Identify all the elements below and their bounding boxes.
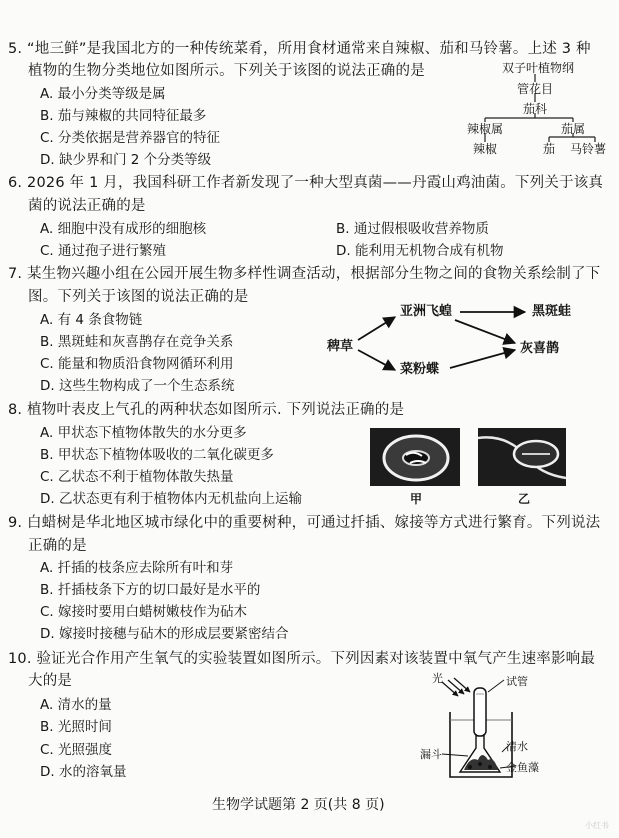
stoma-open-image [370, 428, 460, 486]
q7-stem-line2: 图。下列关于该图的说法正确的是 [28, 289, 249, 305]
q9-stem-line2: 正确的是 [28, 538, 87, 554]
label-class: 双子叶植物纲 [502, 61, 575, 75]
q6-option-a: A. 细胞中没有成形的细胞核 [40, 221, 207, 237]
node-magpie: 灰喜鹊 [520, 341, 560, 356]
q10-option-d: D. 水的溶氧量 [40, 764, 127, 780]
q10-option-c: C. 光照强度 [40, 742, 113, 758]
q9-option-c: C. 嫁接时要用白蜡树嫩枝作为砧木 [40, 604, 248, 620]
q5-stem-line2: 植物的生物分类地位如图所示。下列关于该图的说法正确的是 [28, 63, 425, 79]
q5-option-a: A. 最小分类等级是属 [40, 86, 166, 102]
label-test-tube: 试管 [506, 675, 528, 688]
q5-option-b: B. 茄与辣椒的共同特征最多 [40, 108, 207, 124]
q10-option-b: B. 光照时间 [40, 719, 112, 735]
q6-option-d: D. 能利用无机物合成有机物 [336, 243, 504, 259]
label-genus-solanum: 茄属 [561, 122, 586, 136]
label-yi: 乙 [518, 492, 531, 506]
watermark: 小红书 [585, 821, 609, 830]
node-cabbage-butterfly: 菜粉蝶 [400, 362, 440, 377]
q10-stem-line1: 10. 验证光合作用产生氧气的实验装置如图所示。下列因素对该装置中氧气产生速率影响最 [8, 651, 596, 667]
q7-option-b: B. 黑斑蛙和灰喜鹊存在竞争关系 [40, 334, 234, 350]
q5-option-d: D. 缺少界和门 2 个分类等级 [40, 152, 212, 168]
q8-stem: 8. 植物叶表皮上气孔的两种状态如图所示. 下列说法正确的是 [8, 402, 405, 418]
q10-stem-line2: 大的是 [28, 673, 73, 689]
q10-option-a: A. 清水的量 [40, 697, 112, 713]
q6-option-b: B. 通过假根吸收营养物质 [336, 221, 489, 237]
page-footer: 生物学试题第 2 页(共 8 页) [212, 797, 385, 813]
food-web-arrows [320, 300, 619, 385]
q6-stem-line1: 6. 2026 年 1 月，我国科研工作者新发现了一种大型真菌——丹霞山鸡油菌。下列关于该真 [8, 175, 604, 191]
node-locust: 亚洲飞蝗 [400, 304, 453, 319]
node-frog: 黑斑蛙 [532, 304, 572, 319]
node-barnyard-grass: 稗草 [327, 339, 354, 354]
label-family: 茄科 [523, 102, 548, 116]
label-jia: 甲 [410, 492, 423, 506]
label-genus-capsicum: 辣椒属 [467, 122, 504, 136]
q7-option-c: C. 能量和物质沿食物网循环利用 [40, 356, 234, 372]
q6-stem-line2: 菌的说法正确的是 [28, 198, 146, 214]
label-species-potato: 马铃薯 [570, 142, 607, 156]
label-funnel: 漏斗 [420, 748, 442, 761]
label-order: 管花目 [517, 82, 554, 96]
q8-option-d: D. 乙状态更有利于植物体内无机盐向上运输 [40, 491, 302, 507]
q9-option-d: D. 嫁接时接穗与砧木的形成层要紧密结合 [40, 626, 289, 642]
q6-option-c: C. 通过孢子进行繁殖 [40, 243, 167, 259]
label-species-eggplant: 茄 [543, 142, 556, 156]
q5-option-c: C. 分类依据是营养器官的特征 [40, 130, 221, 146]
stoma-closed-image [478, 428, 566, 486]
label-water: 清水 [506, 740, 528, 753]
q7-stem-line1: 7. 某生物兴趣小组在公园开展生物多样性调查活动，根据部分生物之间的食物关系绘制了下 [8, 266, 601, 282]
q7-option-d: D. 这些生物构成了一个生态系统 [40, 378, 235, 394]
q8-option-c: C. 乙状态不利于植物体散失热量 [40, 469, 234, 485]
label-species-pepper: 辣椒 [473, 142, 498, 156]
q9-option-b: B. 扦插枝条下方的切口最好是水平的 [40, 582, 261, 598]
q9-stem-line1: 9. 白蜡树是华北地区城市绿化中的重要树种，可通过扦插、嫁接等方式进行繁育。下列说法 [8, 515, 601, 531]
label-light: 光 [432, 672, 443, 685]
label-hornwort: 金鱼藻 [506, 761, 539, 774]
q5-stem-line1: 5. “地三鲜”是我国北方的一种传统菜肴，所用食材通常来自辣椒、茄和马铃薯。上述 3 种 [8, 41, 591, 57]
q7-option-a: A. 有 4 条食物链 [40, 312, 143, 328]
q8-option-a: A. 甲状态下植物体散失的水分更多 [40, 425, 247, 441]
q8-option-b: B. 甲状态下植物体吸收的二氧化碳更多 [40, 447, 274, 463]
q9-option-a: A. 扦插的枝条应去除所有叶和芽 [40, 560, 234, 576]
